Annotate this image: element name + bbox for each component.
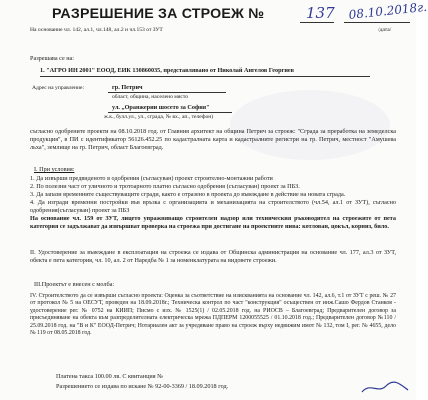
- condition-supervision: На основание чл. 159 от ЗУТ, лицето упражняващо строителен надзор или техническия ръководител на строежите от пета категория се задължават да извършват проверка на строежа при достигане на проектните нива: котлован, цокъл, корниз, било.: [30, 215, 396, 230]
- number-underline: [300, 22, 334, 23]
- date-caption: /дата/: [378, 27, 392, 33]
- city-underline: [108, 92, 226, 93]
- fee-paid: Платена такса 100.00 лв. С квитанция №: [56, 373, 164, 380]
- section-4: IV. Строителството да се извърши съгласно проекта: Оценка за съответствие на изискванията на основание чл. 142, ал.6, т.1 от ЗУТ с реш. № 27 от протокол № 5 на ОЕСУТ, проведен на 18.09.2018г.; Техническа контрол по част "конструкция" осъществен от инж.Сашо Фердов Станков - удостоверение рег. № 0752 на КИИП; Писмо с изх. № 1525(1) / 02.05.2018 год. на РИОСВ – Благоевград; Предварителен договор за присъединяване на обекта към разпределителната електрическа мрежа ПДПЕРМ 1200055525 / 01.10.2018 год.; Предварителен договор №110 / 25.09.2018 год. на "В и К" ЕООД-Петрич; Нотариален акт за учредяване право на строеж върху недвижим имот № 132, том I, рег. № 4655, дело № 119 от 08.05.2018 год.: [30, 293, 396, 336]
- condition-item-2: 2. По полезни част от уличното и тротоарното платно съгласно одобрения (съгласуван) проект за ПБЗ.: [30, 183, 300, 190]
- condition-item-4: 4. Да изгради временни постройки във връзка с организацията и механизацията на строителството (чл.54, ал.1 от ЗУТ), съгласно одобрения(съгласуван) проект за ПБЗ: [30, 199, 396, 214]
- signature-mark: [360, 380, 410, 396]
- address-city: гр. Петрич: [112, 84, 143, 91]
- street-underline: [108, 112, 232, 113]
- legal-basis: На основание чл. 142, ал.1, чл.148, ал.2 и чл.153 от ЗУТ: [30, 27, 163, 33]
- address-caption-2: ж.к., булл.ул., ул., сграда, № вх., ап., телефон): [104, 114, 214, 120]
- permit-number: 137: [306, 4, 335, 22]
- address-label: Адрес на управление:: [32, 85, 84, 91]
- condition-item-1: 1. Да извърши предвиденото в одобрения (съгласуван) проект строително-монтажни работи: [30, 175, 273, 182]
- approval-paragraph: съгласно одобрените проекти на 08.10.2018 год. от Главния архитект на община Петрич за строеж: "Сграда за преработка на земеделска продукция", в ПИ с идентификатор 56126.452.25 по кадастралната карта и кадастралните регистри на гр. Петрич, местност "Амушева льха", землище на гр. Петрич, област Благоевград.: [30, 128, 396, 151]
- page-title: РАЗРЕШЕНИЕ ЗА СТРОЕЖ №: [52, 6, 265, 22]
- condition-item-3: 3. Да запази временните съществуващите сгради, както е отразено в проекта до въвеждане в действие на новата сграда.: [30, 191, 346, 198]
- address-caption-1: област, община, населено място: [112, 94, 189, 100]
- allowed-label: Разрешава се на:: [30, 55, 75, 62]
- section-3: III.Проектът е внесен с молба:: [34, 281, 115, 288]
- permit-date: 08.10.2018г.: [348, 0, 428, 22]
- holder-underline: [40, 76, 370, 77]
- address-street: ул. „Оранжерии шосето за София": [112, 104, 210, 111]
- permit-holder: 1. "АГРО ИН 2001" ЕООД, ЕИК 130860035, представлявано от Николай Ангелов Георгиев: [40, 67, 295, 74]
- permit-request-ref: Разрешението се издава по искане № 92-00-3369 / 18.09.2018 год.: [56, 383, 229, 390]
- section-2: II. Удостоверение за въвеждане в експлоатация на строежа се издава от Общинска администрация на основание чл. 177, ал.3 от ЗУТ, обекта е пета категория, чл. 10, ал. 2 от Наредба № 1 за номенклатурата на видовете строежи.: [30, 249, 396, 264]
- conditions-title: I. При условия:: [34, 166, 75, 173]
- date-underline: [344, 22, 410, 23]
